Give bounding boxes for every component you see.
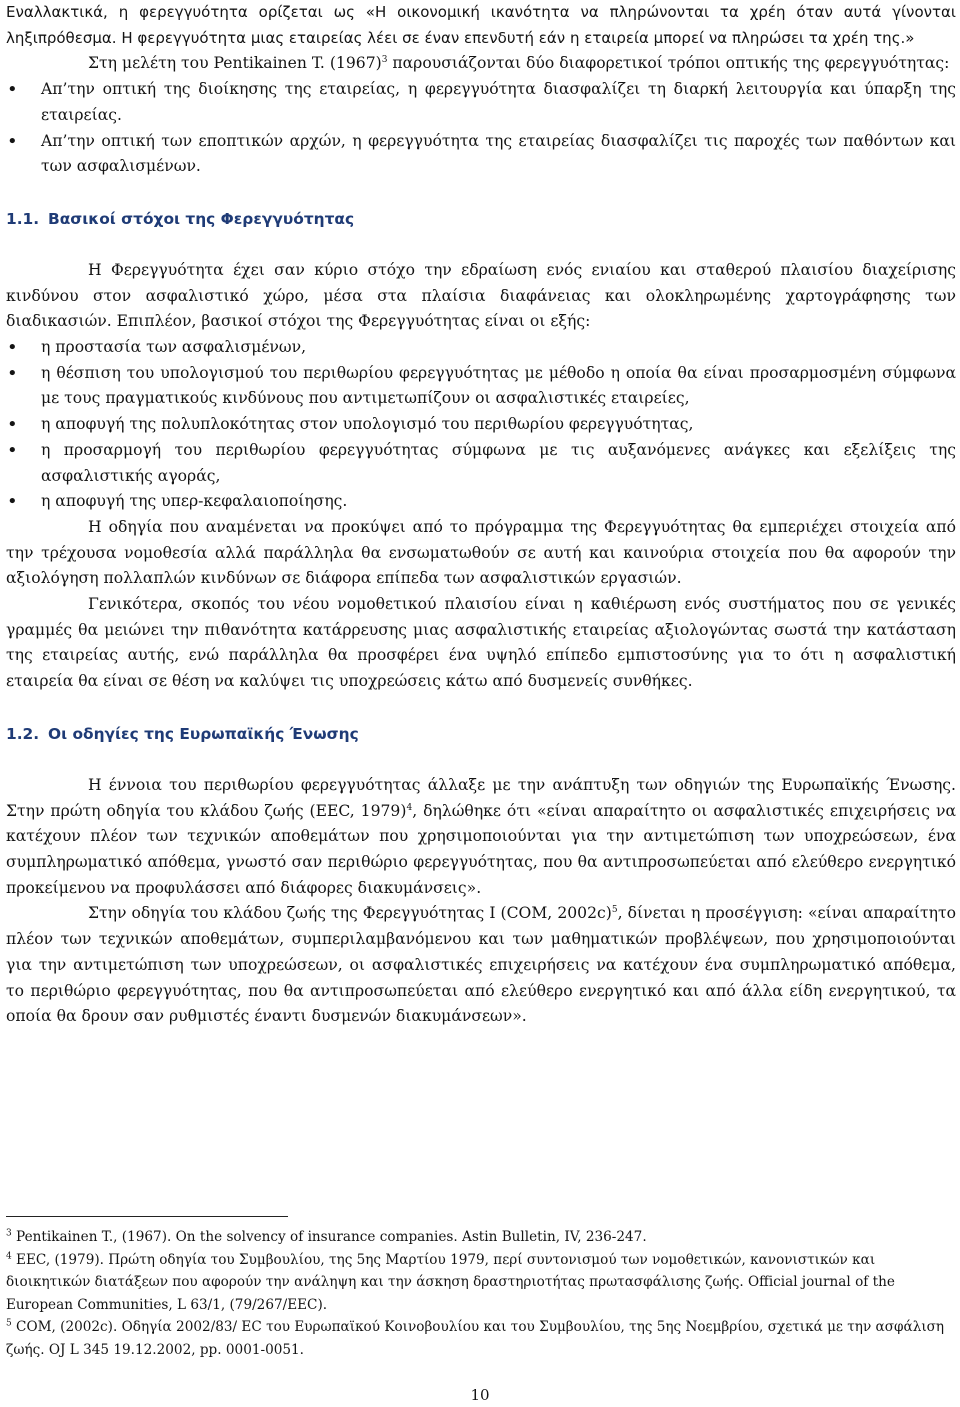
section-heading-1-2 <box>6 721 956 747</box>
footnote-text: Pentikainen T., (1967). On the solvency of insurance companies. Astin Bulletin, IV, 236-247. <box>11 1229 647 1245</box>
footnote-mark: 4 <box>6 1251 12 1262</box>
footnote-5 <box>6 1316 956 1361</box>
list-item: • η αποφυγή της υπερ-κεφαλαιοποίησης. <box>6 489 956 515</box>
page-number: 10 <box>470 1386 490 1404</box>
perspectives-list <box>6 77 956 180</box>
footnote-text: COM, (2002c). Οδηγία 2002/83/ EC του Ευρωπαϊκού Κοινοβουλίου και του Συμβουλίου, της 5ης Νοεμβρίου, σχετικά με την ασφάλιση ζωής. OJ L 345 19.12.2002, pp. 0001-0051. <box>6 1319 945 1358</box>
section-number: 1.2. <box>6 724 40 743</box>
footnotes <box>6 1226 956 1362</box>
section-number: 1.1. <box>6 209 40 228</box>
list-item: • Απ’την οπτική των εποπτικών αρχών, η φερεγγυότητα της εταιρείας διασφαλίζει τις παροχές των παθόντων και των ασφαλισμένων. <box>6 129 956 180</box>
intro-text: Στη μελέτη του Pentikainen T. (1967) <box>88 54 382 73</box>
body-text: Η έννοια του περιθωρίου φερεγγυότητας άλλαξε με την ανάπτυξη των οδηγιών της Ευρωπαϊκής Ένωσης. Στην πρώτη οδηγία του κλάδου ζωής (EEC, 1979) <box>6 775 956 820</box>
body-paragraph: Η Φερεγγυότητα έχει σαν κύριο στόχο την εδραίωση ενός ενιαίου και σταθερού πλαισίου διαχείρισης κινδύνου στον ασφαλιστικό χώρο, μέσα στα πλαίσια διαφάνειας και ολοκληρωμένης χαρτογράφησης των διαδικασιών. Επιπλέον, βασικοί στόχοι της Φερεγγυότητας είναι οι εξής: <box>6 260 956 331</box>
footnote-3 <box>6 1226 956 1249</box>
list-item: • Απ’την οπτική της διοίκησης της εταιρείας, η φερεγγυότητα διασφαλίζει τη διαρκή λειτουργία και ύπαρξη της εταιρείας. <box>6 77 956 128</box>
body-paragraph-eec <box>6 773 956 902</box>
footnote-ref-4[interactable]: 4 <box>406 802 413 813</box>
footnote-ref-3[interactable]: 3 <box>381 55 388 66</box>
section-title: Βασικοί στόχοι της Φερεγγυότητας <box>48 209 355 228</box>
body-paragraph: Η οδηγία που αναμένεται να προκύψει από το πρόγραμμα της Φερεγγυότητας θα εμπεριέχει στοιχεία από την τρέχουσα νομοθεσία αλλά παράλληλα θα ενσωματωθούν σε αυτή και καινούρια στοιχεία που θα αφορούν την αξιολόγηση πολλαπλών κινδύνων σε διάφορα επίπεδα των ασφαλιστικών εργασιών. <box>6 517 956 588</box>
body-text-continued: , δίνεται η προσέγγιση: «είναι απαραίτητο πλέον των τεχνικών αποθεμάτων, συμπεριλαμβανόμενου και των μαθηματικών προβλέψεων, που χρησιμοποιούνται για την αντιμετώπιση των υποχρεώσεων, οι ασφαλιστικές επιχειρήσεις να κατέχουν ένα συμπληρωματικό απόθεμα, το περιθώριο φερεγγυότητας, που θα αντιπροσωπεύεται από ελεύθερο ενεργητικό και από άλλα είδη ενεργητικού, τα οποία θα δρουν σαν ρυθμιστές έναντι δυσμενών διακυμάνσεων». <box>6 904 957 1026</box>
goals-list <box>6 335 956 515</box>
section-title: Οι οδηγίες της Ευρωπαϊκής Ένωσης <box>48 724 359 743</box>
intro-text-continued: παρουσιάζονται δύο διαφορετικοί τρόποι οπτικής της φερεγγυότητας: <box>387 54 950 73</box>
body-paragraph-com <box>6 901 956 1030</box>
section-heading-1-1 <box>6 206 956 232</box>
list-item: • η προσαρμογή του περιθωρίου φερεγγυότητας σύμφωνα με τις αυξανόμενες ανάγκες και εξελίξεις της ασφαλιστικής αγοράς, <box>6 438 956 489</box>
list-item: • η θέσπιση του υπολογισμού του περιθωρίου φερεγγυότητας με μέθοδο η οποία θα είναι προσαρμοσμένη σύμφωνα με τους πραγματικούς κινδύνους που αντιμετωπίζουν οι ασφαλιστικές εταιρείες, <box>6 361 956 412</box>
body-paragraph: Γενικότερα, σκοπός του νέου νομοθετικού πλαισίου είναι η καθιέρωση ενός συστήματος που σε γενικές γραμμές θα μειώνει την πιθανότητα κατάρρευσης μιας ασφαλιστικής εταιρείας αξιολογώντας σωστά την κατάσταση της εταιρείας αυτής, ενώ παράλληλα θα προσφέρει ένα υψηλό επίπεδο εμπιστοσύνης για το ότι η ασφαλιστική εταιρεία θα είναι σε θέση να καλύψει τις υποχρεώσεις κάτω από δυσμενείς συνθήκες. <box>6 595 956 691</box>
body-text-continued: , δηλώθηκε ότι «είναι απαραίτητο οι ασφαλιστικές επιχειρήσεις να κατέχουν πλέον των τεχνικών αποθεμάτων που χρησιμοποιούνται για την αντιμετώπιση των υποχρεώσεων, ένα συμπληρωματικό απόθεμα, γνωστό σαν περιθώριο φερεγγυότητας, που θα αντιπροσωπεύεται από ελεύθερο ενεργητικό προκείμενου να προφυλάσσει από διάφορες διακυμάνσεις». <box>6 801 956 897</box>
list-item: • η αποφυγή της πολυπλοκότητας στον υπολογισμό του περιθωρίου φερεγγυότητας, <box>6 412 956 438</box>
body-text: Στην οδηγία του κλάδου ζωής της Φερεγγυότητας Ι (COM, 2002c) <box>88 904 612 923</box>
intro-paragraph-pentikainen <box>6 51 956 77</box>
footnote-ref-5[interactable]: 5 <box>611 905 618 916</box>
footnote-mark: 3 <box>6 1228 12 1239</box>
document-page <box>6 0 956 1030</box>
footnote-divider <box>6 1216 288 1217</box>
footnote-4 <box>6 1249 956 1317</box>
footnote-mark: 5 <box>6 1318 12 1329</box>
intro-paragraph: Εναλλακτικά, η φερεγγυότητα ορίζεται ως «Η οικονομική ικανότητα να πληρώνονται τα χρέη όταν αυτά γίνονται ληξιπρόθεσμα. Η φερεγγυότητα μιας εταιρείας λέει σε έναν επενδυτή εάν η εταιρεία μπορεί να πληρώσει τα χρέη της.» <box>6 3 956 47</box>
list-item: • η προστασία των ασφαλισμένων, <box>6 335 956 361</box>
footnote-text: EEC, (1979). Πρώτη οδηγία του Συμβουλίου, της 5ης Μαρτίου 1979, περί συντονισμού των νομοθετικών, κανονιστικών και διοικητικών διατάξεων που αφορούν την ανάληψη και την άσκηση δραστηριοτήτας πρωτασφάλισης ζωής. Official journal of the European Communities, L 63/1, (79/267/EEC). <box>6 1251 895 1313</box>
